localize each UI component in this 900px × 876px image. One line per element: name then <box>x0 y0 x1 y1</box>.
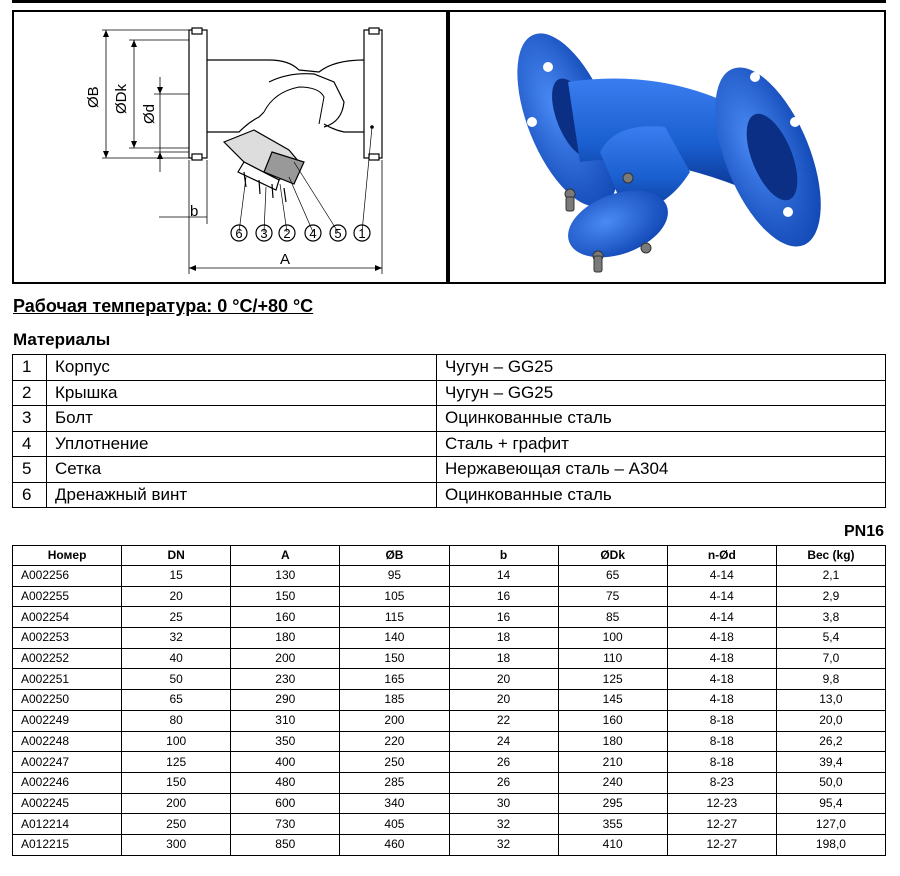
cell-bolt-holes: 8-18 <box>667 731 776 752</box>
cell-weight: 20,0 <box>776 710 885 731</box>
cell-b-diameter: 105 <box>340 586 449 607</box>
cell-a: 400 <box>231 752 340 773</box>
cell-dn: 32 <box>122 628 231 649</box>
cell-weight: 127,0 <box>776 814 885 835</box>
cell-number: A002252 <box>13 648 122 669</box>
cell-b-diameter: 95 <box>340 566 449 587</box>
materials-row <box>13 380 886 406</box>
cell-b: 26 <box>449 752 558 773</box>
col-header-dn: DN <box>122 546 231 566</box>
material-part: Дренажный винт <box>47 482 437 508</box>
cell-dn: 15 <box>122 566 231 587</box>
material-part: Крышка <box>47 380 437 406</box>
working-temperature-heading: Рабочая температура: 0 °C/+80 °C <box>13 296 314 316</box>
col-header-a: A <box>231 546 340 566</box>
cell-number: A002254 <box>13 607 122 628</box>
table-row <box>13 710 886 731</box>
cell-a: 130 <box>231 566 340 587</box>
cell-number: A002249 <box>13 710 122 731</box>
callout-5: 5 <box>334 226 342 241</box>
cell-dk: 160 <box>558 710 667 731</box>
dim-label-b: b <box>190 203 199 220</box>
technical-drawing-panel <box>12 10 448 284</box>
material-value: Чугун – GG25 <box>437 380 886 406</box>
cell-b-diameter: 460 <box>340 834 449 855</box>
cell-dk: 145 <box>558 690 667 711</box>
cell-a: 230 <box>231 669 340 690</box>
cell-number: A002250 <box>13 690 122 711</box>
cell-bolt-holes: 4-18 <box>667 628 776 649</box>
cell-number: A002253 <box>13 628 122 649</box>
cell-weight: 198,0 <box>776 834 885 855</box>
callout-6: 6 <box>235 226 243 241</box>
cell-b: 20 <box>449 669 558 690</box>
col-header-b-diameter: ØB <box>340 546 449 566</box>
cell-a: 290 <box>231 690 340 711</box>
table-row <box>13 607 886 628</box>
cell-a: 850 <box>231 834 340 855</box>
col-header-bolt-holes: n-Ød <box>667 546 776 566</box>
cell-dn: 300 <box>122 834 231 855</box>
cell-b-diameter: 340 <box>340 793 449 814</box>
cell-weight: 26,2 <box>776 731 885 752</box>
cell-number: A002255 <box>13 586 122 607</box>
dim-label-a: A <box>280 251 291 268</box>
cell-b-diameter: 250 <box>340 752 449 773</box>
cell-dn: 250 <box>122 814 231 835</box>
materials-heading: Материалы <box>13 330 111 349</box>
material-num: 4 <box>13 431 47 457</box>
table-row <box>13 772 886 793</box>
cell-bolt-holes: 4-14 <box>667 566 776 587</box>
material-num: 2 <box>13 380 47 406</box>
cell-bolt-holes: 4-14 <box>667 607 776 628</box>
materials-row <box>13 406 886 432</box>
cell-dk: 355 <box>558 814 667 835</box>
cell-number: A012214 <box>13 814 122 835</box>
cell-dn: 125 <box>122 752 231 773</box>
table-row <box>13 834 886 855</box>
table-row <box>13 628 886 649</box>
materials-row <box>13 355 886 381</box>
cell-bolt-holes: 8-23 <box>667 772 776 793</box>
table-row <box>13 814 886 835</box>
material-part: Сетка <box>47 457 437 483</box>
cell-b-diameter: 165 <box>340 669 449 690</box>
y-strainer-image <box>450 12 884 282</box>
specifications-table <box>12 545 886 856</box>
cell-b: 26 <box>449 772 558 793</box>
cell-bolt-holes: 4-18 <box>667 648 776 669</box>
cell-b-diameter: 140 <box>340 628 449 649</box>
cell-a: 150 <box>231 586 340 607</box>
dim-label-d-diameter: Ød <box>141 103 158 124</box>
col-header-dk: ØDk <box>558 546 667 566</box>
cell-a: 480 <box>231 772 340 793</box>
cell-dk: 65 <box>558 566 667 587</box>
cell-dk: 75 <box>558 586 667 607</box>
materials-table <box>12 354 886 508</box>
cell-weight: 13,0 <box>776 690 885 711</box>
table-row <box>13 793 886 814</box>
cell-b: 18 <box>449 648 558 669</box>
cell-b: 16 <box>449 586 558 607</box>
pressure-rating-label: PN16 <box>843 523 884 540</box>
cell-b-diameter: 200 <box>340 710 449 731</box>
cell-b: 22 <box>449 710 558 731</box>
cell-dk: 410 <box>558 834 667 855</box>
cell-dn: 80 <box>122 710 231 731</box>
cell-a: 200 <box>231 648 340 669</box>
callout-2: 2 <box>283 226 291 241</box>
top-rule <box>12 0 886 3</box>
cell-dn: 200 <box>122 793 231 814</box>
strainer-technical-drawing <box>14 12 446 282</box>
cell-b: 32 <box>449 814 558 835</box>
material-num: 3 <box>13 406 47 432</box>
cell-bolt-holes: 4-18 <box>667 690 776 711</box>
col-header-b: b <box>449 546 558 566</box>
table-row <box>13 586 886 607</box>
material-part: Корпус <box>47 355 437 381</box>
cell-weight: 2,1 <box>776 566 885 587</box>
table-row <box>13 731 886 752</box>
cell-dk: 85 <box>558 607 667 628</box>
cell-b-diameter: 185 <box>340 690 449 711</box>
material-value: Оцинкованные сталь <box>437 482 886 508</box>
material-value: Нержавеющая сталь – A304 <box>437 457 886 483</box>
cell-weight: 39,4 <box>776 752 885 773</box>
cell-number: A002256 <box>13 566 122 587</box>
cell-number: A002245 <box>13 793 122 814</box>
table-row <box>13 690 886 711</box>
material-num: 5 <box>13 457 47 483</box>
material-part: Уплотнение <box>47 431 437 457</box>
cell-dk: 295 <box>558 793 667 814</box>
cell-weight: 9,8 <box>776 669 885 690</box>
table-row <box>13 566 886 587</box>
cell-bolt-holes: 8-18 <box>667 710 776 731</box>
table-row <box>13 648 886 669</box>
cell-b: 20 <box>449 690 558 711</box>
cell-b-diameter: 405 <box>340 814 449 835</box>
cell-dk: 100 <box>558 628 667 649</box>
callout-3: 3 <box>260 226 268 241</box>
table-row <box>13 669 886 690</box>
cell-weight: 5,4 <box>776 628 885 649</box>
cell-a: 160 <box>231 607 340 628</box>
dim-label-b-diameter: ØB <box>85 86 102 108</box>
cell-b-diameter: 220 <box>340 731 449 752</box>
cell-dk: 210 <box>558 752 667 773</box>
cell-a: 350 <box>231 731 340 752</box>
table-row <box>13 752 886 773</box>
cell-dn: 20 <box>122 586 231 607</box>
cell-bolt-holes: 12-27 <box>667 814 776 835</box>
material-num: 6 <box>13 482 47 508</box>
cell-bolt-holes: 8-18 <box>667 752 776 773</box>
cell-dn: 150 <box>122 772 231 793</box>
strainer-3d-render-panel <box>448 10 886 284</box>
cell-bolt-holes: 4-14 <box>667 586 776 607</box>
cell-dn: 50 <box>122 669 231 690</box>
material-part: Болт <box>47 406 437 432</box>
cell-bolt-holes: 12-23 <box>667 793 776 814</box>
material-value: Сталь + графит <box>437 431 886 457</box>
cell-a: 600 <box>231 793 340 814</box>
cell-b-diameter: 150 <box>340 648 449 669</box>
cell-a: 730 <box>231 814 340 835</box>
cell-number: A002247 <box>13 752 122 773</box>
cell-weight: 7,0 <box>776 648 885 669</box>
cell-number: A002251 <box>13 669 122 690</box>
cell-dk: 180 <box>558 731 667 752</box>
cell-dk: 240 <box>558 772 667 793</box>
cell-a: 310 <box>231 710 340 731</box>
cell-dn: 100 <box>122 731 231 752</box>
cell-b: 32 <box>449 834 558 855</box>
cell-dk: 110 <box>558 648 667 669</box>
cell-weight: 95,4 <box>776 793 885 814</box>
cell-b: 24 <box>449 731 558 752</box>
materials-row <box>13 431 886 457</box>
cell-b: 16 <box>449 607 558 628</box>
materials-row <box>13 457 886 483</box>
material-num: 1 <box>13 355 47 381</box>
dim-label-dk-diameter: ØDk <box>113 84 130 114</box>
material-value: Чугун – GG25 <box>437 355 886 381</box>
cell-b: 14 <box>449 566 558 587</box>
cell-weight: 2,9 <box>776 586 885 607</box>
cell-dn: 65 <box>122 690 231 711</box>
cell-number: A012215 <box>13 834 122 855</box>
cell-bolt-holes: 12-27 <box>667 834 776 855</box>
material-value: Оцинкованные сталь <box>437 406 886 432</box>
cell-weight: 3,8 <box>776 607 885 628</box>
materials-row <box>13 482 886 508</box>
cell-b: 30 <box>449 793 558 814</box>
cell-b-diameter: 285 <box>340 772 449 793</box>
cell-number: A002246 <box>13 772 122 793</box>
cell-dn: 40 <box>122 648 231 669</box>
cell-a: 180 <box>231 628 340 649</box>
cell-bolt-holes: 4-18 <box>667 669 776 690</box>
cell-b-diameter: 115 <box>340 607 449 628</box>
callout-1: 1 <box>358 226 366 241</box>
spec-header-row <box>13 546 886 566</box>
cell-b: 18 <box>449 628 558 649</box>
cell-dk: 125 <box>558 669 667 690</box>
cell-weight: 50,0 <box>776 772 885 793</box>
cell-number: A002248 <box>13 731 122 752</box>
callout-4: 4 <box>309 226 317 241</box>
spec-table-body <box>13 566 886 856</box>
col-header-weight: Вес (kg) <box>776 546 885 566</box>
cell-dn: 25 <box>122 607 231 628</box>
col-header-number: Номер <box>13 546 122 566</box>
